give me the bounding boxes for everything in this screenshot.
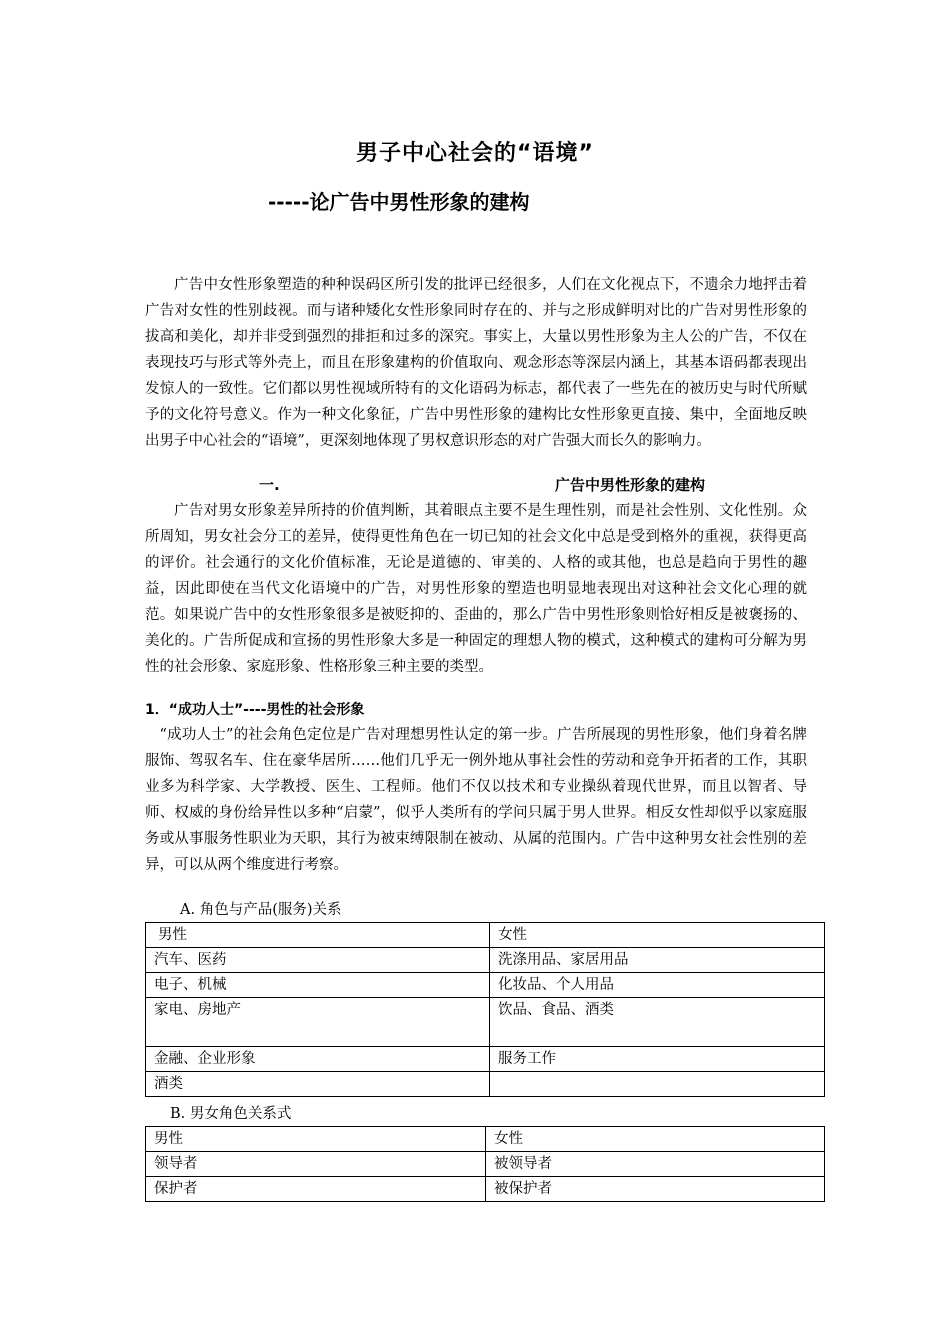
table-row <box>146 1177 825 1202</box>
table-header-cell: 女性 <box>486 1127 825 1152</box>
table-a-caption: A. 角色与产品(服务)关系 <box>180 902 342 918</box>
document-subtitle: -----论广告中男性形象的建构 <box>268 190 530 214</box>
table-cell: 家电、房地产 <box>146 998 490 1047</box>
table-cell: 金融、企业形象 <box>146 1047 490 1072</box>
table-cell: 领导者 <box>146 1152 486 1177</box>
table-row <box>146 948 825 973</box>
table-row <box>146 1072 825 1097</box>
subsection-heading: 1．“成功人士”----男性的社会形象 <box>145 702 365 718</box>
table-b-caption: B. 男女角色关系式 <box>170 1106 292 1122</box>
table-cell: 电子、机械 <box>146 973 490 998</box>
table-cell: 被领导者 <box>486 1152 825 1177</box>
table-row <box>146 973 825 998</box>
table-cell: 饮品、食品、酒类 <box>490 998 825 1047</box>
table-header-row <box>146 1127 825 1152</box>
table-b <box>145 1126 825 1202</box>
table-header-cell: 男性 <box>146 1127 486 1152</box>
table-row <box>146 1152 825 1177</box>
table-a <box>145 922 825 1097</box>
table-header-cell: 男性 <box>146 923 490 948</box>
table-cell: 酒类 <box>146 1072 490 1097</box>
table-cell: 被保护者 <box>486 1177 825 1202</box>
section-number: 一. <box>259 476 280 494</box>
section-title: 广告中男性形象的建构 <box>555 476 706 494</box>
intro-paragraph: 广告中女性形象塑造的种种误码区所引发的批评已经很多，人们在文化视点下，不遗余力地抨击着广告对女性的性别歧视。而与诸种矮化女性形象同时存在的、并与之形成鲜明对比的广告对男性形象的拔高和美化，却并非受到强烈的排拒和过多的深究。事实上，大量以男性形象为主人公的广告，不仅在表现技巧与形式等外壳上，而且在形象建构的价值取向、观念形态等深层内涵上，其基本语码都表现出发惊人的一致性。它们都以男性视域所特有的文化语码为标志，都代表了一些先在的被历史与时代所赋予的文化符号意义。作为一种文化象征，广告中男性形象的建构比女性形象更直接、集中，全面地反映出男子中心社会的“语境”，更深刻地体现了男权意识形态的对广告强大而长久的影响力。 <box>145 277 807 449</box>
table-header-row <box>146 923 825 948</box>
table-cell: 化妆品、个人用品 <box>490 973 825 998</box>
table-cell: 保护者 <box>146 1177 486 1202</box>
table-row <box>146 1047 825 1072</box>
table-cell: 洗涤用品、家居用品 <box>490 948 825 973</box>
table-header-cell: 女性 <box>490 923 825 948</box>
subsection-paragraph: “成功人士”的社会角色定位是广告对理想男性认定的第一步。广告所展现的男性形象，他们身着名牌服饰、驾驭名车、住在豪华居所……他们几乎无一例外地从事社会性的劳动和竞争开拓者的工作，其职业多为科学家、大学教授、医生、工程师。他们不仅以技术和专业操纵着现代世界，而且以智者、导师、权威的身份给异性以多种“启蒙”，似乎人类所有的学问只属于男人世界。相反女性却似乎以家庭服务或从事服务性职业为天职，其行为被束缚限制在被动、从属的范围内。广告中这种男女社会性别的差异，可以从两个维度进行考察。 <box>145 727 807 873</box>
table-cell <box>490 1072 825 1097</box>
table-cell: 汽车、医药 <box>146 948 490 973</box>
table-cell: 服务工作 <box>490 1047 825 1072</box>
section-paragraph: 广告对男女形象差异所持的价值判断，其着眼点主要不是生理性别，而是社会性别、文化性别。众所周知，男女社会分工的差异，使得更性角色在一切已知的社会文化中总是受到格外的重视，获得更高的评价。社会通行的文化价值标准，无论是道德的、审美的、人格的或其他，也总是趋向于男性的趣益，因此即使在当代文化语境中的广告，对男性形象的塑造也明显地表现出对这种社会文化心理的就范。如果说广告中的女性形象很多是被贬抑的、歪曲的，那么广告中男性形象则恰好相反是被褒扬的、美化的。广告所促成和宣扬的男性形象大多是一种固定的理想人物的模式，这种模式的建构可分解为男性的社会形象、家庭形象、性格形象三种主要的类型。 <box>145 503 807 675</box>
table-row <box>146 998 825 1047</box>
document-title: 男子中心社会的“语境” <box>356 141 594 166</box>
